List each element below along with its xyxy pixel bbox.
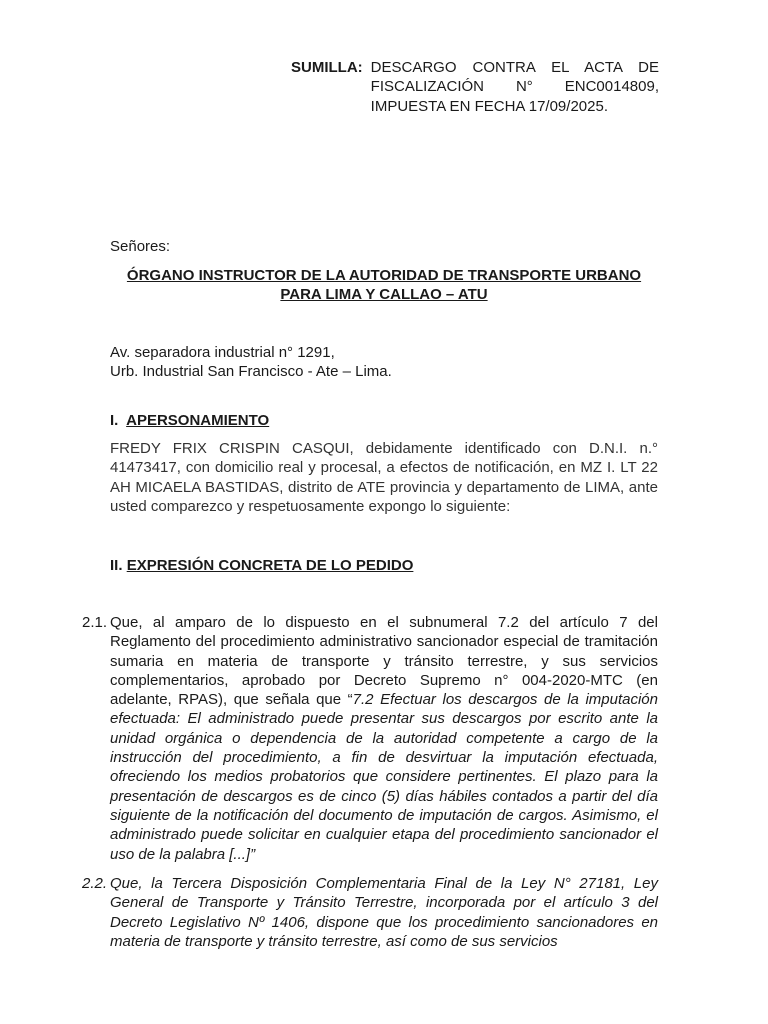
section2-number: II. [110, 557, 123, 574]
addressee-organ-line2: PARA LIMA Y CALLAO – ATU [280, 286, 488, 304]
addressee-organ-line1: ÓRGANO INSTRUCTOR DE LA AUTORIDAD DE TRANSPORTE URBANO [126, 267, 642, 284]
address-line2: Urb. Industrial San Francisco - Ate – Lima. [110, 363, 392, 381]
item-2-1 [82, 613, 658, 864]
sumilla-text: DESCARGO CONTRA EL ACTA DE FISCALIZACIÓN N° ENC0014809, IMPUESTA EN FECHA 17/09/2025. [370, 59, 659, 115]
addressee-address [110, 343, 392, 382]
item-2-1-quote: 7.2 Efectuar los descargos de la imputación efectuada: El administrado puede presentar sus descargos por escrito ante la unidad orgánica o dependencia de la autoridad competente a cargo de la instrucción del procedimiento, a fin de desvirtuar la imputación efectuada, ofreciendo los medios probatorios que considere pertinentes. El plazo para la presentación de descargos es de cinco (5) días hábiles contados a partir del día siguiente de la notificación del documento de imputación de cargos. Asimismo, el administrado puede solicitar en cualquier etapa del procedimiento sancionador el uso de la palabra [...]” [110, 691, 658, 863]
sumilla-block [291, 58, 659, 116]
item-2-2-number: 2.2. [82, 875, 108, 892]
section2-heading [110, 556, 413, 575]
item-2-1-text: Que, al amparo de lo dispuesto en el subnumeral 7.2 del artículo 7 del Reglamento del procedimiento administrativo sancionador especial de tramitación sumaria en materia de transporte y tránsito terrestre, y sus servicios complementarios, aprobado por Decreto Supremo n° 004-2020-MTC (en adelante, RPAS), que señala que “ [110, 614, 658, 709]
sumilla-label: SUMILLA: [291, 59, 363, 76]
section1-number: I. [110, 412, 119, 429]
section1-body: FREDY FRIX CRISPIN CASQUI, debidamente identificado con D.N.I. n.° 41473417, con domicilio real y procesal, a efectos de notificación, en MZ I. LT 22 AH MICAELA BASTIDAS, distrito de ATE provincia y departamento de LIMA, ante usted comparezco y respetuosamente expongo lo siguiente: [110, 440, 658, 515]
address-line1: Av. separadora industrial n° 1291, [110, 344, 335, 361]
addressee-organ [110, 266, 658, 305]
item-2-1-number: 2.1. [82, 614, 108, 631]
section2-title: EXPRESIÓN CONCRETA DE LO PEDIDO [126, 557, 414, 574]
item-2-2 [82, 874, 658, 951]
section1-title: APERSONAMIENTO [126, 412, 270, 429]
salutation: Señores: [110, 238, 171, 255]
item-2-2-text: Que, la Tercera Disposición Complementaria Final de la Ley N° 27181, Ley General de Transporte y Tránsito Terrestre, incorporada por el artículo 3 del Decreto Legislativo Nº 1406, dispone que los procedimiento sancionadores en materia de transporte y tránsito terrestre, así como de sus servicios [110, 875, 658, 950]
section1-heading [110, 411, 269, 430]
